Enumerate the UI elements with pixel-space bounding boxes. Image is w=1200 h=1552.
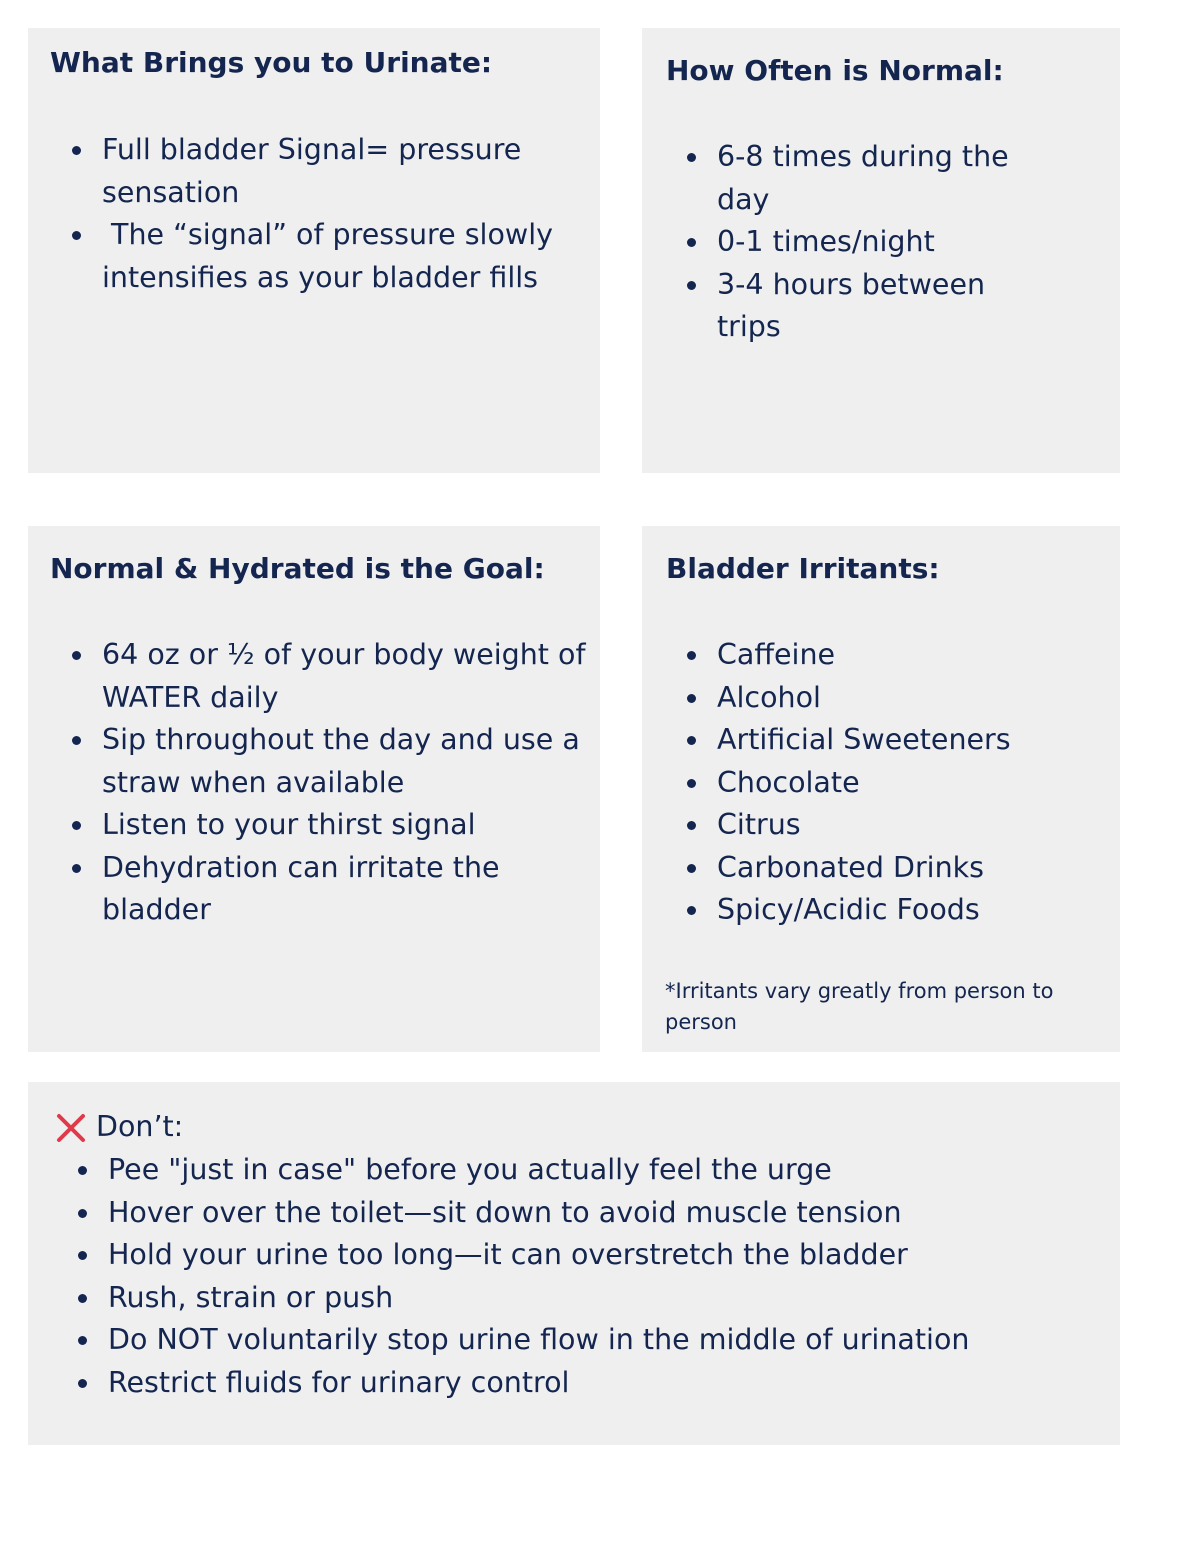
list-item: Sip throughout the day and use a straw when available bbox=[102, 719, 592, 804]
normal-panel bbox=[642, 28, 1120, 473]
list-item: Pee "just in case" before you actually feel the urge bbox=[108, 1149, 1108, 1192]
list-item: 0-1 times/night bbox=[717, 221, 1037, 264]
dont-title: Don’t: bbox=[96, 1110, 184, 1143]
list-item: Hold your urine too long—it can overstretch the bladder bbox=[108, 1234, 1108, 1277]
panel-title: What Brings you to Urinate: bbox=[50, 46, 493, 79]
urinate-list bbox=[102, 129, 582, 299]
list-item: The “signal” of pressure slowly intensifies as your bladder fills bbox=[102, 214, 582, 299]
list-item: 6-8 times during the day bbox=[717, 136, 1037, 221]
list-item: Rush, strain or push bbox=[108, 1277, 1108, 1320]
hydrated-panel bbox=[28, 526, 600, 1052]
list-item: Full bladder Signal= pressure sensation bbox=[102, 129, 582, 214]
list-item: Citrus bbox=[717, 804, 1107, 847]
urinate-panel bbox=[28, 28, 600, 473]
irritants-panel bbox=[642, 526, 1120, 1052]
dont-list bbox=[108, 1149, 1108, 1404]
list-item: Dehydration can irritate the bladder bbox=[102, 847, 592, 932]
panel-title: How Often is Normal: bbox=[666, 54, 1004, 87]
list-item: 3-4 hours between trips bbox=[717, 264, 1037, 349]
list-item: Listen to your thirst signal bbox=[102, 804, 592, 847]
list-item: Hover over the toilet—sit down to avoid muscle tension bbox=[108, 1192, 1108, 1235]
panel-title: Normal & Hydrated is the Goal: bbox=[50, 552, 545, 585]
list-item: Do NOT voluntarily stop urine flow in the middle of urination bbox=[108, 1319, 1108, 1362]
irritants-note: *Irritants vary greatly from person to person bbox=[665, 979, 1054, 1034]
list-item: Caffeine bbox=[717, 634, 1107, 677]
list-item: Artificial Sweeteners bbox=[717, 719, 1107, 762]
cross-mark-icon bbox=[56, 1113, 86, 1143]
panel-title: Bladder Irritants: bbox=[666, 552, 940, 585]
list-item: 64 oz or ½ of your body weight of WATER daily bbox=[102, 634, 592, 719]
list-item: Carbonated Drinks bbox=[717, 847, 1107, 890]
normal-list bbox=[717, 136, 1037, 349]
list-item: Spicy/Acidic Foods bbox=[717, 889, 1107, 932]
irritants-list bbox=[717, 634, 1107, 932]
dont-panel bbox=[28, 1082, 1120, 1445]
list-item: Restrict fluids for urinary control bbox=[108, 1362, 1108, 1405]
hydrated-list bbox=[102, 634, 592, 932]
list-item: Alcohol bbox=[717, 677, 1107, 720]
list-item: Chocolate bbox=[717, 762, 1107, 805]
